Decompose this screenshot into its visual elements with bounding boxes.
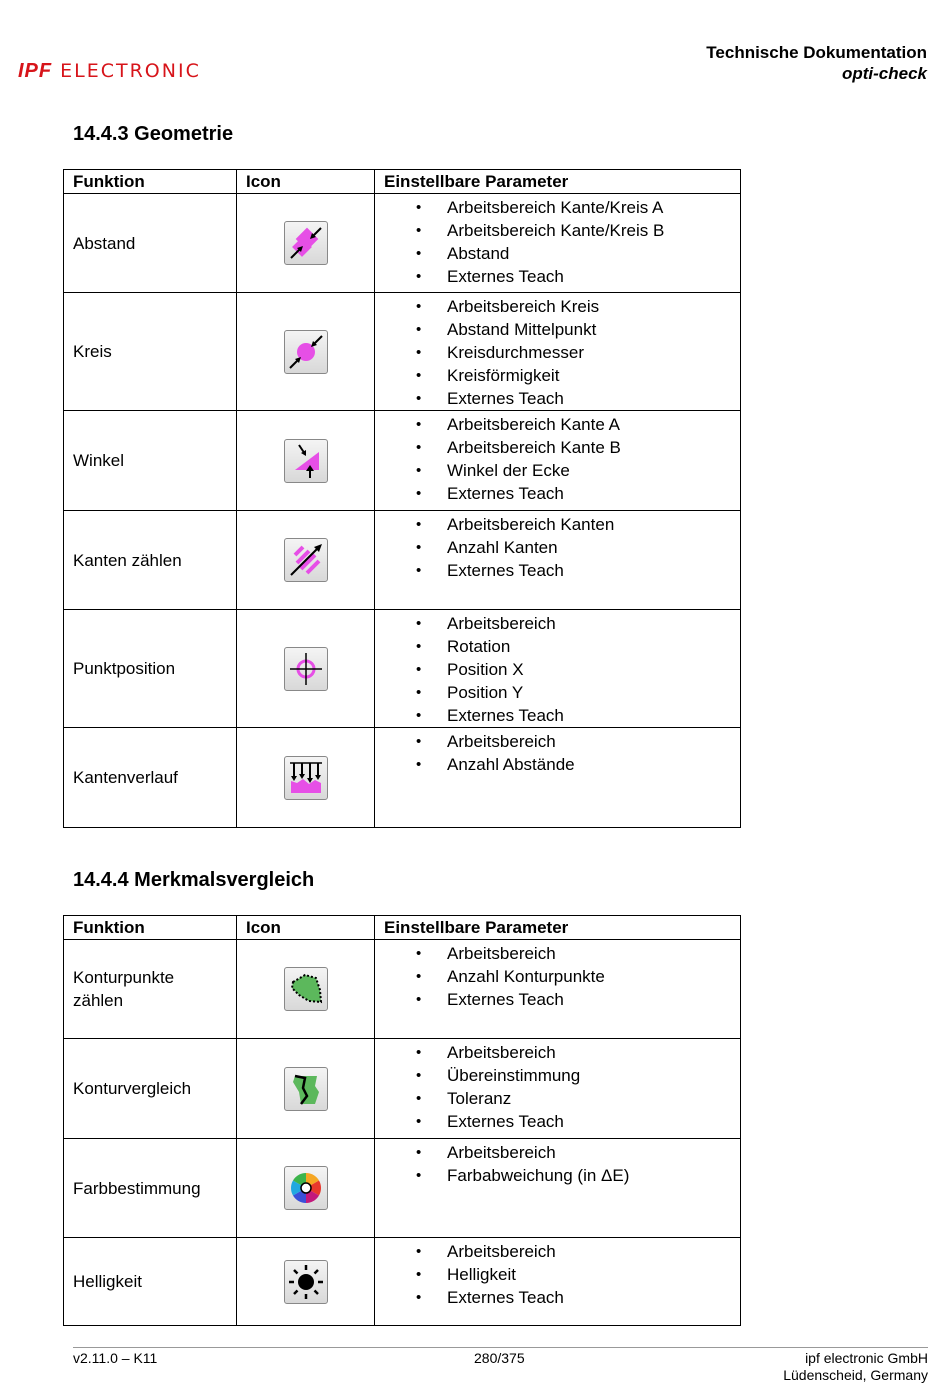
list-item: • Anzahl Abstände — [375, 753, 740, 776]
function-name: Winkel — [64, 411, 237, 511]
function-name: Farbbestimmung — [64, 1139, 237, 1238]
list-item: • Rotation — [375, 635, 740, 658]
list-item: • Arbeitsbereich Kreis — [375, 295, 740, 318]
column-header-icon: Icon — [237, 170, 375, 194]
logo-word: ELECTRONIC — [60, 60, 201, 82]
parameter-list — [375, 295, 740, 410]
table-row — [64, 610, 741, 728]
list-item: • Arbeitsbereich — [375, 612, 740, 635]
document-subtitle: opti-check — [841, 64, 927, 83]
table-row — [64, 940, 741, 1039]
list-item: • Helligkeit — [375, 1263, 740, 1286]
parameter-list — [375, 612, 740, 727]
color-wheel-icon — [284, 1166, 328, 1210]
parameter-list — [375, 1041, 740, 1133]
circle-icon — [284, 330, 328, 374]
column-header-parameter: Einstellbare Parameter — [375, 170, 741, 194]
footer-divider — [73, 1347, 928, 1348]
table-row — [64, 511, 741, 610]
function-name: Abstand — [64, 194, 237, 293]
function-name: Helligkeit — [64, 1238, 237, 1326]
function-name: Kanten zählen — [64, 511, 237, 610]
parameter-list — [375, 1240, 740, 1309]
table-row — [64, 411, 741, 511]
function-name: Kantenverlauf — [64, 728, 237, 828]
parameter-list — [375, 196, 740, 288]
table-row — [64, 1139, 741, 1238]
list-item: • Arbeitsbereich — [375, 730, 740, 753]
list-item: • Position Y — [375, 681, 740, 704]
column-header-parameter: Einstellbare Parameter — [375, 916, 741, 940]
table-row — [64, 1039, 741, 1139]
column-header-icon: Icon — [237, 916, 375, 940]
list-item: • Arbeitsbereich Kante/Kreis A — [375, 196, 740, 219]
document-title: Technische Dokumentation — [706, 43, 927, 62]
list-item: • Kreisdurchmesser — [375, 341, 740, 364]
list-item: • Kreisförmigkeit — [375, 364, 740, 387]
footer-version: v2.11.0 – K11 — [73, 1350, 158, 1366]
list-item: • Arbeitsbereich — [375, 1141, 740, 1164]
list-item: • Externes Teach — [375, 265, 740, 288]
function-name — [64, 940, 237, 1039]
edge-count-icon — [284, 538, 328, 582]
edge-profile-icon — [284, 756, 328, 800]
crosshair-icon — [284, 647, 328, 691]
footer-company-name: ipf electronic GmbH — [805, 1350, 928, 1366]
distance-icon — [284, 221, 328, 265]
list-item: • Arbeitsbereich Kanten — [375, 513, 740, 536]
parameter-list — [375, 513, 740, 582]
parameter-list — [375, 942, 740, 1011]
brightness-icon — [284, 1260, 328, 1304]
table-row — [64, 1238, 741, 1326]
contour-compare-icon — [284, 1067, 328, 1111]
geometrie-table — [63, 169, 741, 828]
company-logo — [18, 60, 201, 84]
footer-company — [783, 1350, 928, 1384]
list-item: • Arbeitsbereich — [375, 1240, 740, 1263]
footer-page-number: 280/375 — [474, 1350, 525, 1366]
list-item: • Externes Teach — [375, 704, 740, 727]
function-name-line: zählen — [73, 991, 124, 1010]
list-item: • Anzahl Kanten — [375, 536, 740, 559]
table-header-row — [64, 170, 741, 194]
list-item: • Anzahl Konturpunkte — [375, 965, 740, 988]
column-header-funktion: Funktion — [64, 916, 237, 940]
list-item: • Externes Teach — [375, 559, 740, 582]
table-row — [64, 293, 741, 411]
merkmalsvergleich-table — [63, 915, 741, 1326]
list-item: • Arbeitsbereich — [375, 942, 740, 965]
list-item: • Arbeitsbereich Kante A — [375, 413, 740, 436]
function-name-line: Konturpunkte — [73, 968, 175, 987]
function-name: Punktposition — [64, 610, 237, 728]
list-item: • Position X — [375, 658, 740, 681]
footer-company-location: Lüdenscheid, Germany — [783, 1367, 928, 1383]
list-item: • Arbeitsbereich — [375, 1041, 740, 1064]
list-item: • Arbeitsbereich Kante B — [375, 436, 740, 459]
parameter-list — [375, 1141, 740, 1187]
parameter-list — [375, 730, 740, 776]
list-item: • Externes Teach — [375, 1110, 740, 1133]
table-row — [64, 728, 741, 828]
list-item: • Externes Teach — [375, 988, 740, 1011]
list-item: • Farbabweichung (in ΔE) — [375, 1164, 740, 1187]
contour-points-icon — [284, 967, 328, 1011]
list-item: • Übereinstimmung — [375, 1064, 740, 1087]
table-header-row — [64, 916, 741, 940]
parameter-list — [375, 413, 740, 505]
list-item: • Winkel der Ecke — [375, 459, 740, 482]
list-item: • Externes Teach — [375, 387, 740, 410]
list-item: • Externes Teach — [375, 482, 740, 505]
list-item: • Abstand Mittelpunkt — [375, 318, 740, 341]
function-name: Kreis — [64, 293, 237, 411]
function-name: Konturvergleich — [64, 1039, 237, 1139]
angle-icon — [284, 439, 328, 483]
document-header — [706, 42, 927, 84]
list-item: • Abstand — [375, 242, 740, 265]
table-row — [64, 194, 741, 293]
list-item: • Arbeitsbereich Kante/Kreis B — [375, 219, 740, 242]
section-heading-geometrie: 14.4.3 Geometrie — [73, 123, 234, 145]
list-item: • Toleranz — [375, 1087, 740, 1110]
list-item: • Externes Teach — [375, 1286, 740, 1309]
column-header-funktion: Funktion — [64, 170, 237, 194]
section-heading-merkmalsvergleich: 14.4.4 Merkmalsvergleich — [73, 869, 315, 891]
logo-brand: IPF — [18, 60, 53, 82]
